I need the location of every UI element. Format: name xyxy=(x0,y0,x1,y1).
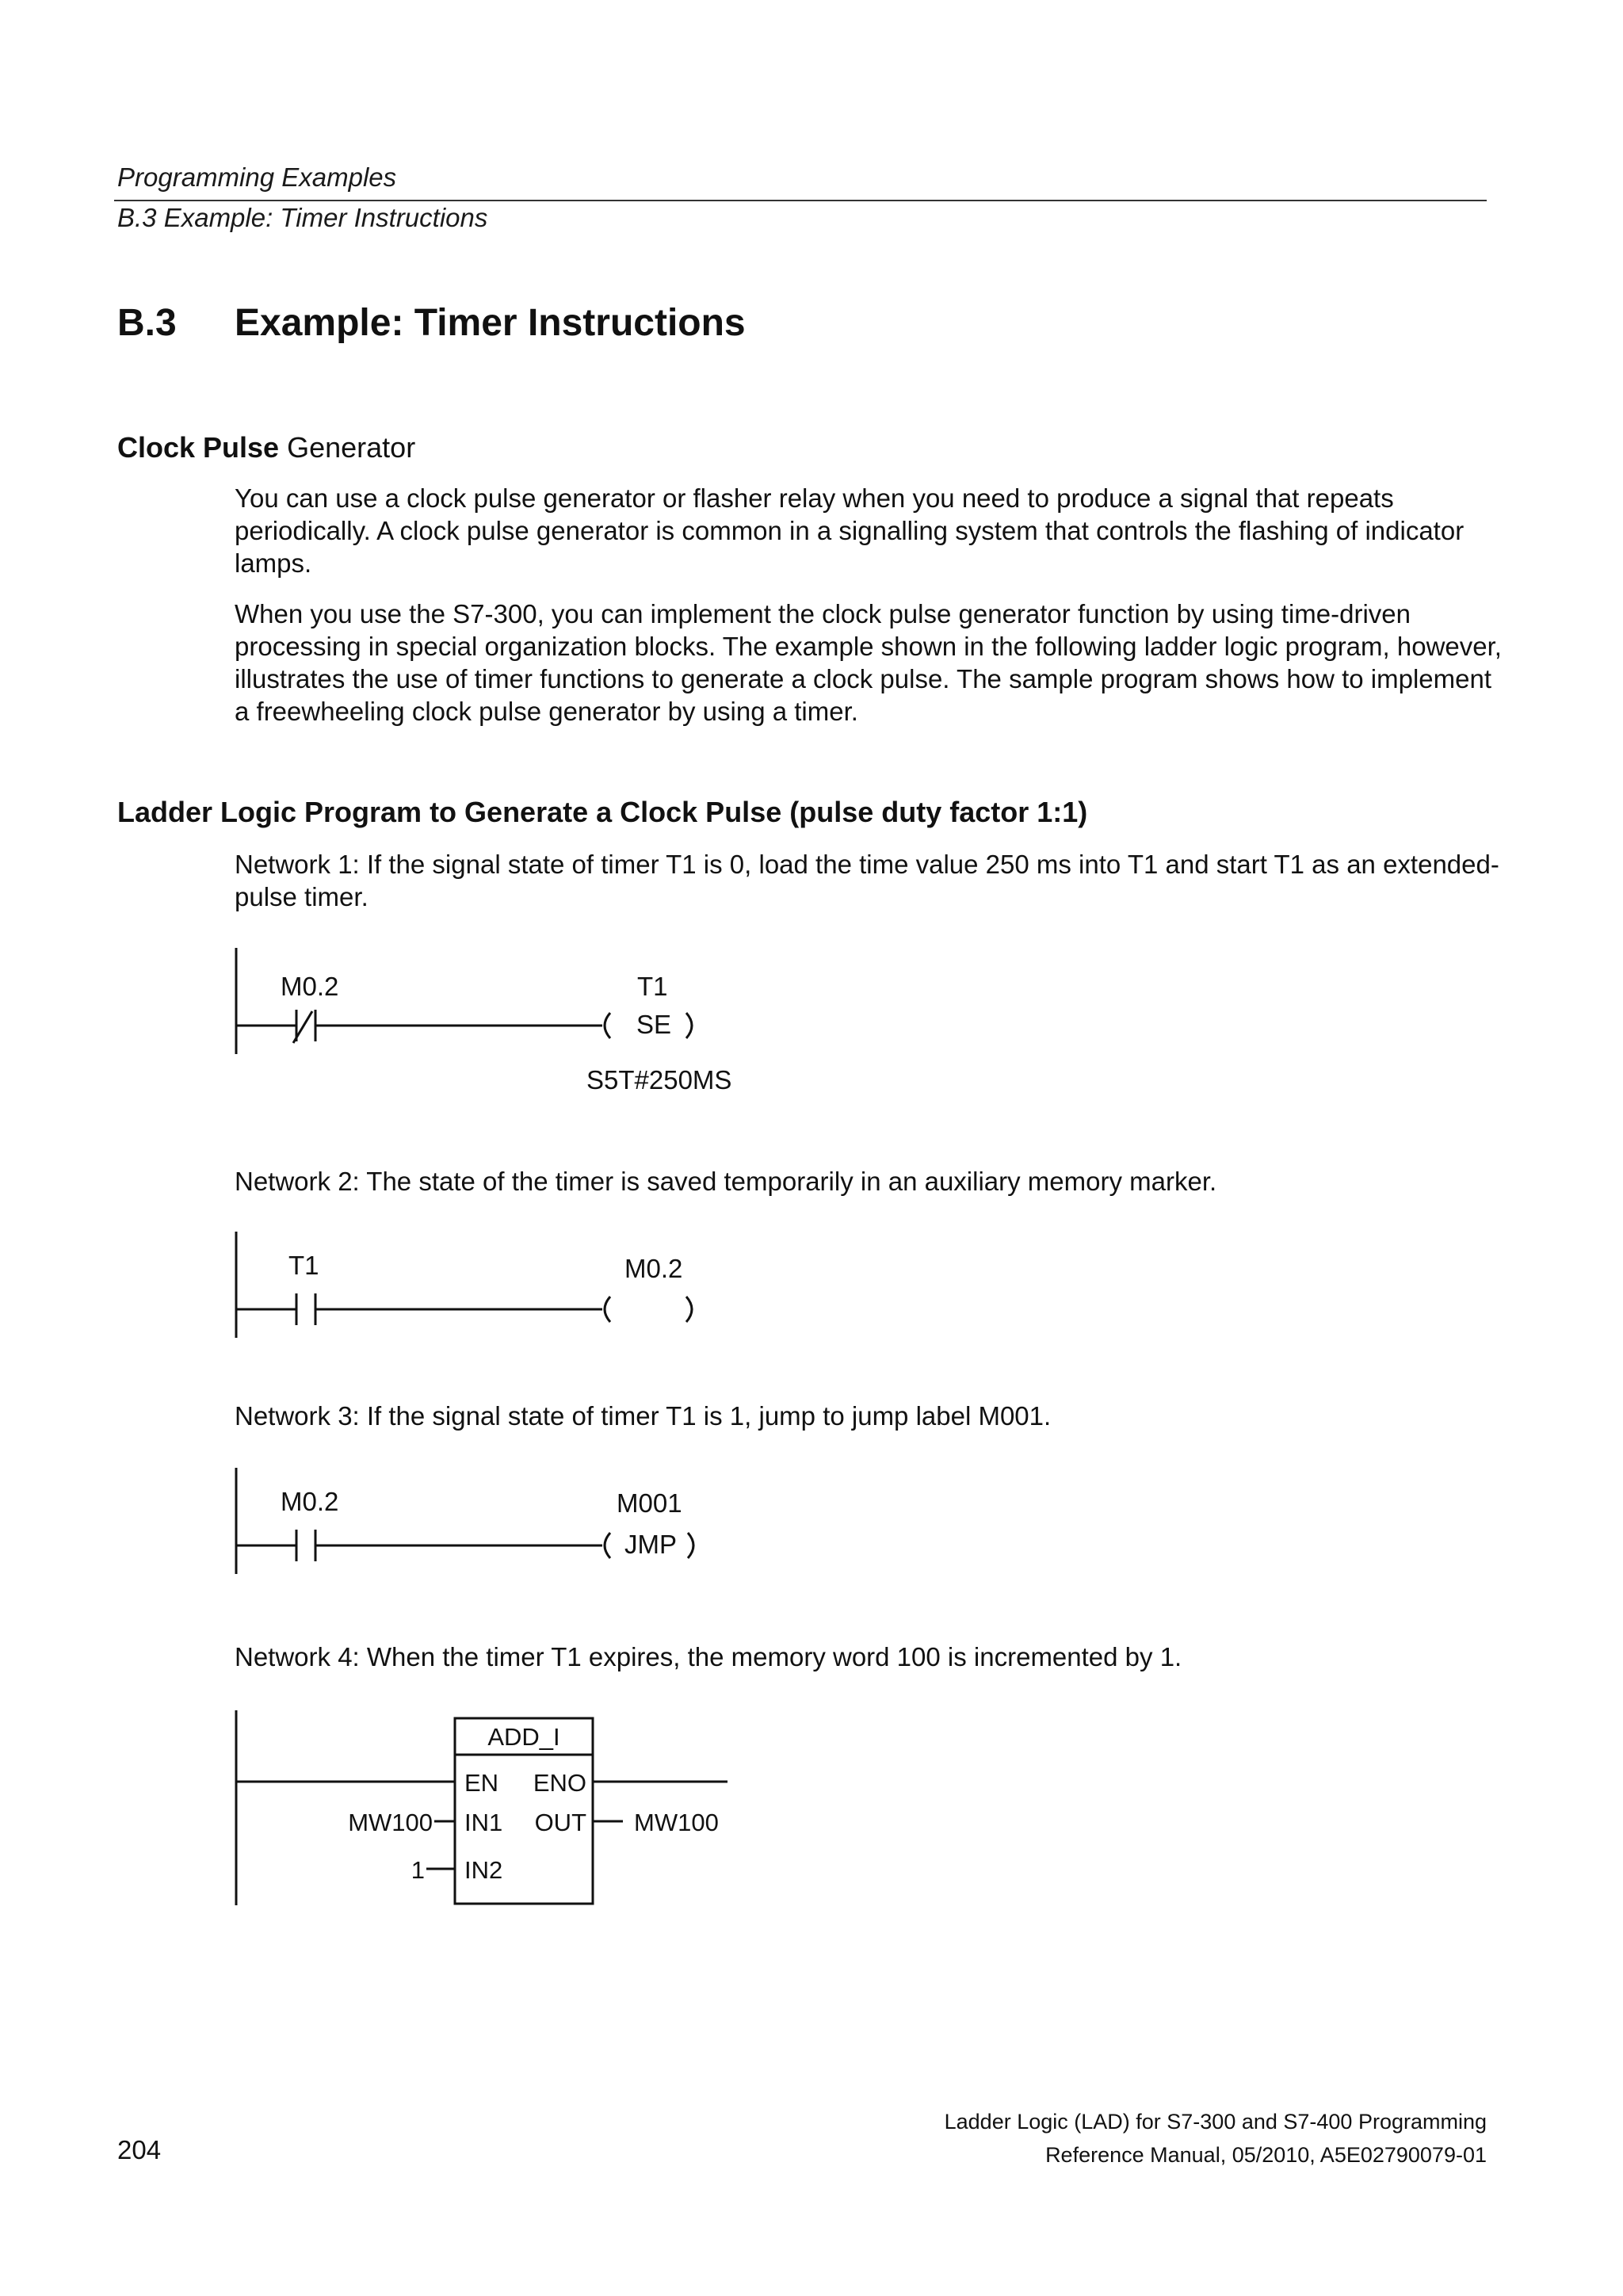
paragraph-2: When you use the S7-300, you can implement the clock pulse generator function by using time-driven processing in special organization blocks. The example shown in the following ladder logic program, however, illustrates the use of timer functions to generate a clock pulse. The sample program shows how to implement a freewheeling clock pulse generator by using a timer. xyxy=(235,599,1502,726)
n4-in2-value: 1 xyxy=(411,1856,425,1884)
network-1-description: Network 1: If the signal state of timer T1 is 0, load the time value 250 ms into T1 and start T1 as an extended-pulse timer. xyxy=(235,850,1499,911)
n1-coil-address: T1 xyxy=(637,972,668,1001)
section-number: B.3 xyxy=(117,302,177,344)
clock-pulse-heading xyxy=(117,431,415,464)
n4-eno-label: ENO xyxy=(533,1769,586,1797)
n1-contact-label: M0.2 xyxy=(281,972,339,1001)
n2-coil-address: M0.2 xyxy=(624,1254,683,1283)
clock-pulse-heading-rest: Generator xyxy=(279,431,416,464)
network-2-description: Network 2: The state of the timer is saved temporarily in an auxiliary memory marker. xyxy=(235,1167,1217,1196)
n4-out-value: MW100 xyxy=(634,1809,719,1836)
n3-coil-type: JMP xyxy=(624,1530,677,1559)
n4-out-label: OUT xyxy=(534,1809,586,1836)
paragraph-1: You can use a clock pulse generator or flasher relay when you need to produce a signal that repeats periodically. A clock pulse generator is common in a signalling system that controls the flashing of indicator lamps. xyxy=(235,483,1465,578)
network-4-description: Network 4: When the timer T1 expires, the memory word 100 is incremented by 1. xyxy=(235,1642,1182,1671)
n1-coil-param: S5T#250MS xyxy=(586,1065,732,1095)
n3-coil-address: M001 xyxy=(617,1488,682,1518)
network-4-diagram xyxy=(0,1704,1623,1910)
section-title: Example: Timer Instructions xyxy=(235,302,746,344)
ladder-heading: Ladder Logic Program to Generate a Clock Pulse (pulse duty factor 1:1) xyxy=(117,796,1088,828)
footer-manual-title: Ladder Logic (LAD) for S7-300 and S7-400 Programming xyxy=(944,2110,1487,2134)
n1-coil-left xyxy=(605,1013,610,1038)
n1-coil-type: SE xyxy=(636,1010,672,1039)
running-header-chapter: Programming Examples xyxy=(117,162,397,192)
running-header-section: B.3 Example: Timer Instructions xyxy=(117,203,488,232)
header-rule xyxy=(114,200,1487,201)
clock-pulse-heading-bold: Clock Pulse xyxy=(117,431,280,464)
n2-coil-left xyxy=(605,1297,610,1322)
n4-en-label: EN xyxy=(464,1769,499,1797)
n4-in1-value: MW100 xyxy=(348,1809,433,1836)
n3-coil-left xyxy=(605,1533,610,1558)
n2-coil-right xyxy=(686,1297,692,1322)
network-2-diagram xyxy=(0,1221,1623,1347)
n3-coil-right xyxy=(688,1533,693,1558)
n3-contact-label: M0.2 xyxy=(281,1487,339,1516)
n4-in2-label: IN2 xyxy=(464,1856,503,1884)
network-3-diagram xyxy=(0,1458,1623,1585)
network-3-description: Network 3: If the signal state of timer T1 is 1, jump to jump label M001. xyxy=(235,1401,1052,1431)
network-1-diagram xyxy=(0,935,1623,1117)
n1-coil-right xyxy=(686,1013,692,1038)
n4-in1-label: IN1 xyxy=(464,1809,503,1836)
n4-box-name: ADD_I xyxy=(487,1723,560,1751)
page-number: 204 xyxy=(117,2135,162,2164)
footer-manual-id: Reference Manual, 05/2010, A5E02790079-01 xyxy=(1045,2143,1487,2167)
n2-contact-label: T1 xyxy=(288,1251,319,1280)
